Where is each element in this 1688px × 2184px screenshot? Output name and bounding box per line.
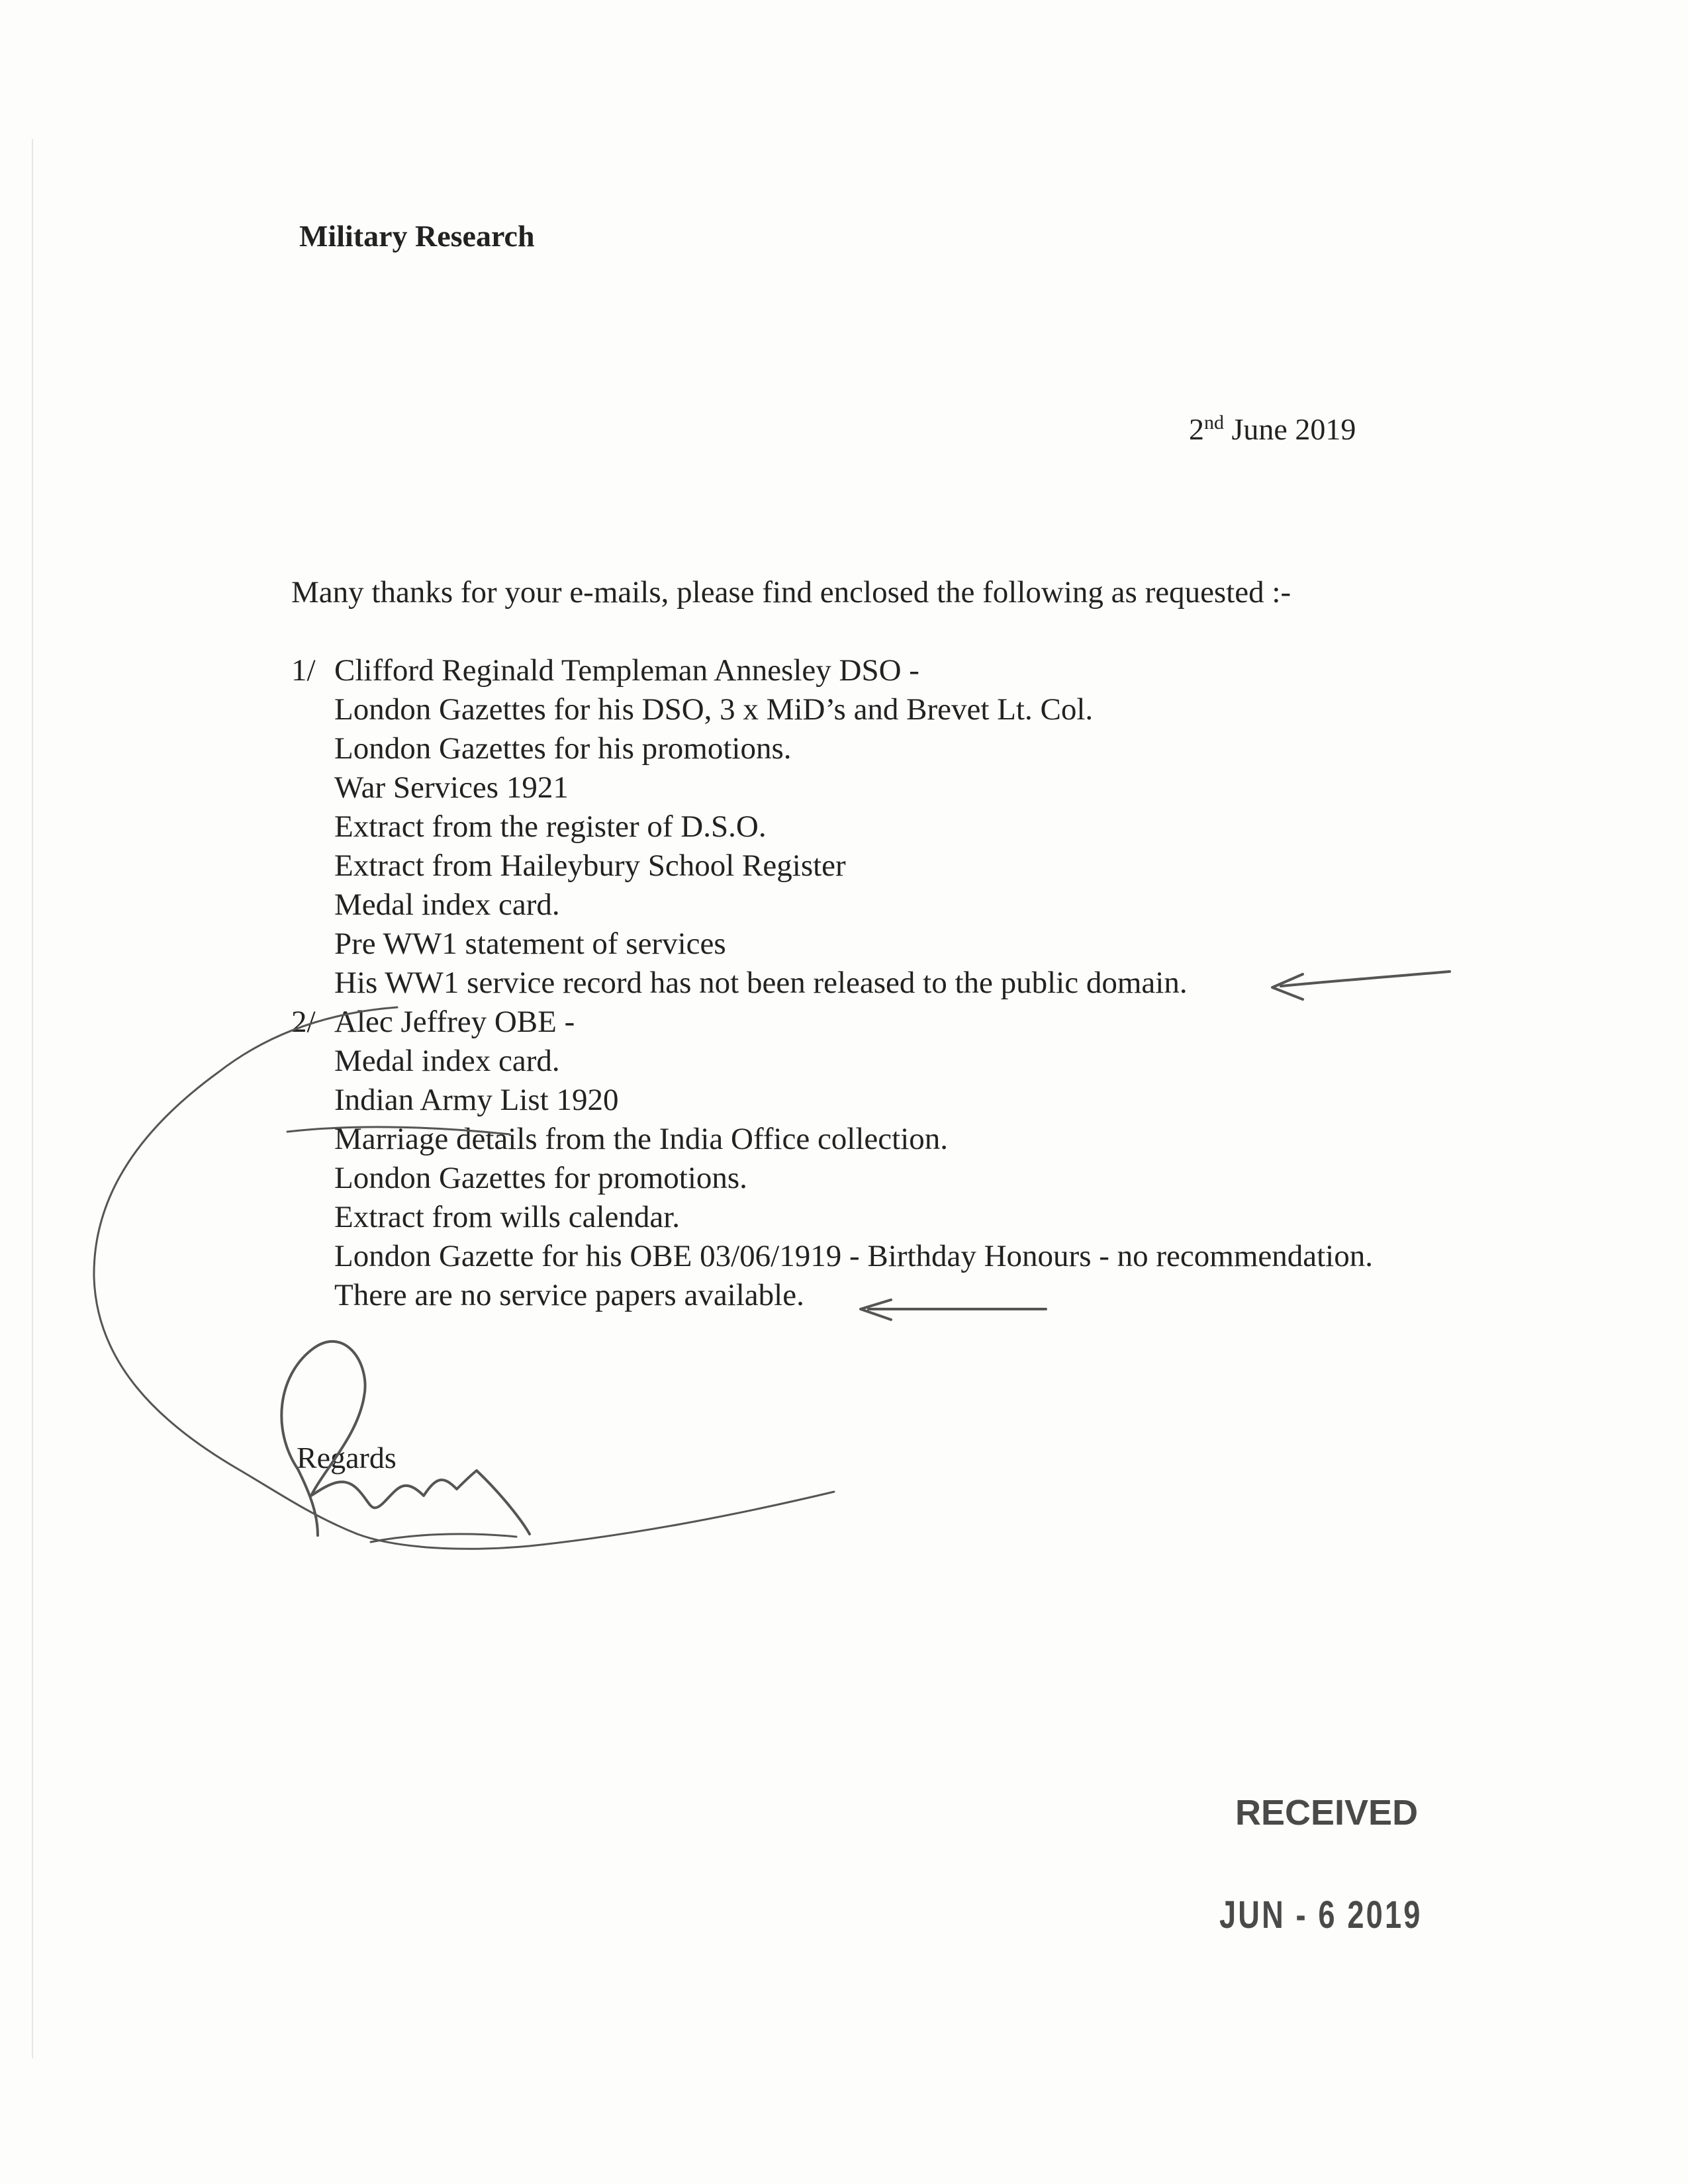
arrowhead-icon — [861, 1300, 891, 1320]
received-stamp: RECEIVED — [1235, 1793, 1419, 1833]
letter-date — [1189, 412, 1356, 447]
list-item: London Gazettes for his promotions. — [334, 731, 792, 766]
date-suffix: nd — [1204, 412, 1224, 433]
list-item: Marriage details from the India Office collection. — [334, 1122, 949, 1156]
item-name: Clifford Reginald Templeman Annesley DSO - — [334, 653, 919, 688]
list-item: Extract from Haileybury School Register — [334, 848, 846, 883]
list-item: War Services 1921 — [334, 770, 569, 805]
item-number: 2/ — [291, 1005, 316, 1039]
date-month-year: June 2019 — [1231, 412, 1356, 446]
closing-regards: Regards — [297, 1441, 397, 1475]
list-item: Medal index card. — [334, 887, 560, 922]
letter-heading: Military Research — [299, 219, 535, 253]
item-name: Alec Jeffrey OBE - — [334, 1005, 575, 1039]
arrow-annotation-icon — [1281, 972, 1450, 986]
signature-icon — [281, 1342, 530, 1535]
list-item: Extract from the register of D.S.O. — [334, 809, 767, 844]
list-item: London Gazettes for promotions. — [334, 1161, 747, 1195]
list-item: Pre WW1 statement of services — [334, 927, 726, 961]
list-item: Medal index card. — [334, 1044, 560, 1078]
item-number: 1/ — [291, 653, 316, 688]
received-stamp-date: JUN - 6 2019 — [1219, 1893, 1423, 1936]
list-item: London Gazette for his OBE 03/06/1919 - Birthday Honours - no recommendation. — [334, 1239, 1373, 1273]
list-item: Indian Army List 1920 — [334, 1083, 619, 1117]
list-item: Extract from wills calendar. — [334, 1200, 680, 1234]
intro-paragraph: Many thanks for your e-mails, please find enclosed the following as requested :- — [291, 575, 1291, 610]
arrowhead-icon — [1272, 974, 1303, 999]
list-item: London Gazettes for his DSO, 3 x MiD’s and Brevet Lt. Col. — [334, 692, 1094, 727]
list-item: There are no service papers available. — [334, 1278, 804, 1312]
scan-edge-shadow — [32, 139, 33, 2058]
date-day: 2 — [1189, 412, 1204, 446]
list-item: His WW1 service record has not been released to the public domain. — [334, 966, 1188, 1000]
